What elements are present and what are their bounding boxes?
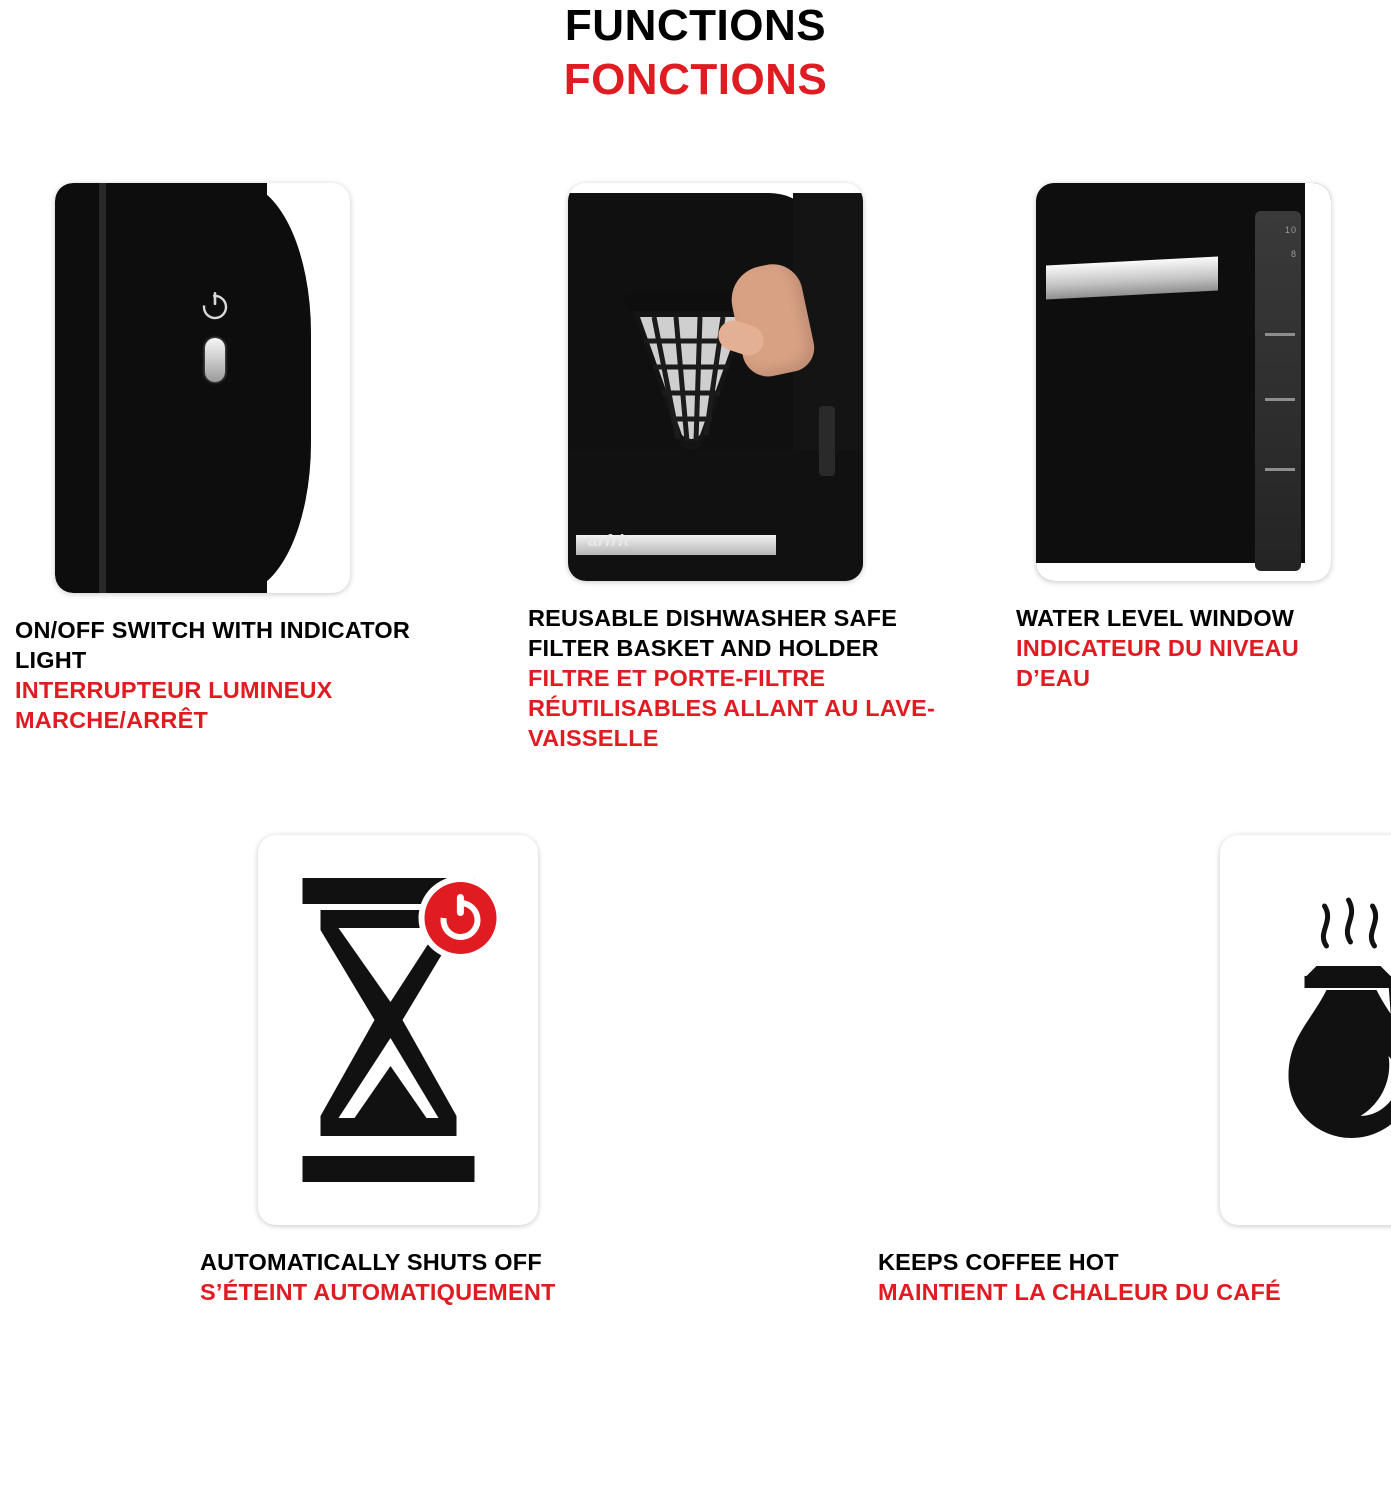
caption-water-level-window — [1016, 603, 1376, 693]
caption-en: WATER LEVEL WINDOW — [1016, 605, 1295, 631]
gauge-tick — [1265, 398, 1295, 401]
page-title-fr: FONCTIONS — [563, 55, 828, 104]
brand-logo: arfrit — [588, 531, 630, 550]
caption-fr: INTERRUPTEUR LUMINEUX MARCHE/ARRÊT — [15, 677, 333, 733]
page-header — [0, 0, 1391, 108]
caption-on-off-switch — [15, 615, 415, 735]
feature-filter-basket — [508, 183, 1016, 753]
page-title-en: FUNCTIONS — [564, 1, 827, 50]
gauge-tick — [1265, 468, 1295, 471]
caption-auto-shutoff — [0, 1247, 580, 1307]
indicator-light — [205, 338, 225, 382]
caption-fr: MAINTIENT LA CHALEUR DU CAFÉ — [878, 1279, 1281, 1305]
appliance-side-slot — [819, 406, 835, 476]
caption-en: ON/OFF SWITCH WITH INDICATOR LIGHT — [15, 617, 411, 673]
caption-en: KEEPS COFFEE HOT — [878, 1249, 1119, 1275]
water-level-gauge — [1255, 211, 1301, 571]
feature-auto-shutoff — [0, 835, 620, 1307]
gauge-tick — [1265, 333, 1295, 336]
on-off-switch-photo — [55, 183, 350, 593]
hot-carafe-icon-card — [1220, 835, 1391, 1225]
water-level-window-photo — [1036, 183, 1331, 581]
feature-water-level-window — [1016, 183, 1391, 753]
appliance-curve-shape — [201, 183, 311, 593]
caption-fr: FILTRE ET PORTE-FILTRE RÉUTILISABLES ALLANT AU LAVE-VAISSELLE — [528, 665, 936, 751]
appliance-edge-highlight — [99, 183, 106, 593]
caption-keeps-coffee-hot — [620, 1247, 1318, 1307]
feature-on-off-switch — [0, 183, 508, 753]
reusable-filter-basket-photo — [568, 183, 863, 581]
caption-en: AUTOMATICALLY SHUTS OFF — [200, 1249, 542, 1275]
caption-filter-basket — [518, 603, 938, 753]
feature-keeps-coffee-hot — [620, 835, 1281, 1307]
caption-en: REUSABLE DISHWASHER SAFE FILTER BASKET AND HOLDER — [528, 605, 898, 661]
carafe-icon — [1243, 880, 1391, 1180]
power-symbol-icon — [198, 288, 232, 322]
hourglass-icon — [281, 870, 516, 1190]
features-row-top — [0, 108, 1391, 753]
features-row-bottom — [0, 753, 1391, 1307]
hourglass-power-icon-card — [258, 835, 538, 1225]
caption-fr: INDICATEUR DU NIVEAU D’EAU — [1016, 635, 1299, 691]
gauge-label: 8 — [1290, 249, 1297, 259]
caption-fr: S’ÉTEINT AUTOMATIQUEMENT — [200, 1279, 556, 1305]
photo-white-edge-right — [1305, 183, 1331, 581]
gauge-label: 10 — [1284, 225, 1297, 235]
